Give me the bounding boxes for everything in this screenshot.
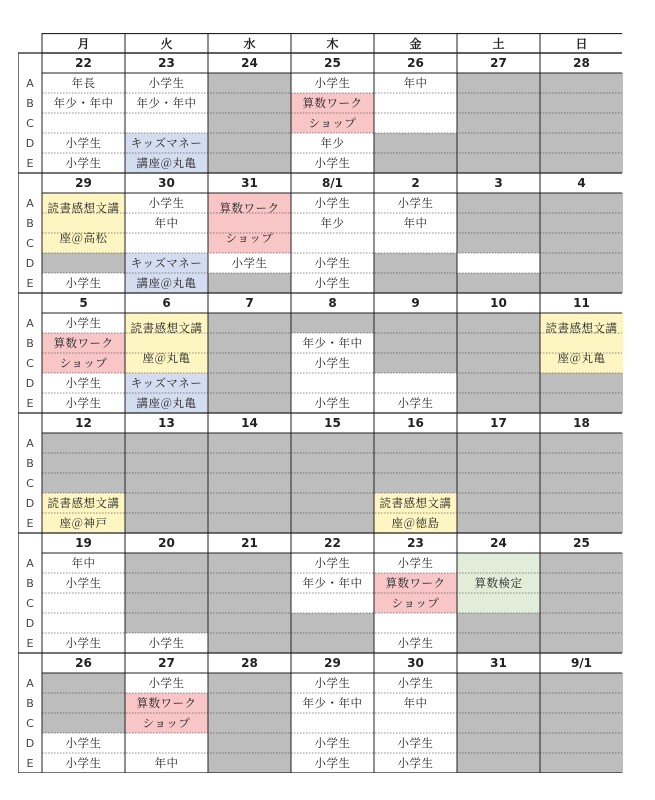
shaded-cell [374, 273, 457, 293]
shaded-cell [208, 453, 291, 473]
shaded-cell [42, 673, 125, 693]
shaded-cell [208, 693, 291, 713]
event-label: 小学生 [397, 636, 434, 650]
event-label: キッズマネー [130, 376, 203, 390]
event-label: 年中 [403, 696, 428, 710]
shaded-cell [457, 313, 540, 333]
date-cell: 11 [573, 296, 590, 310]
slot-label: E [26, 276, 34, 290]
slot-label: A [26, 196, 34, 210]
date-cell: 14 [241, 416, 258, 430]
event-label: 小学生 [314, 736, 351, 750]
event-label: ショップ [59, 356, 108, 370]
event-label: 読書感想文講 [130, 321, 203, 335]
event-label: 年長 [71, 76, 96, 90]
event-label: 座＠丸亀 [142, 351, 191, 365]
shaded-cell [125, 593, 208, 613]
shaded-cell [540, 733, 623, 753]
shaded-cell [125, 613, 208, 633]
slot-label: C [26, 596, 34, 610]
shaded-cell [457, 713, 540, 733]
shaded-cell [125, 453, 208, 473]
event-label: 座＠神戸 [59, 516, 108, 530]
shaded-cell [374, 253, 457, 273]
event-label: ショップ [225, 231, 274, 245]
date-cell: 27 [490, 56, 507, 70]
shaded-cell [457, 273, 540, 293]
event-label: 年中 [154, 216, 179, 230]
shaded-cell [208, 393, 291, 413]
weekday-header: 月 [77, 36, 90, 51]
date-cell: 4 [577, 176, 586, 190]
event-label: 読書感想文講 [47, 496, 120, 510]
shaded-cell [457, 693, 540, 713]
date-cell: 28 [573, 56, 590, 70]
shaded-cell [540, 433, 623, 453]
shaded-cell [42, 433, 125, 453]
shaded-cell [540, 613, 623, 633]
slot-label: A [26, 76, 34, 90]
slot-label: D [25, 736, 35, 750]
date-cell: 3 [494, 176, 503, 190]
date-cell: 29 [75, 176, 92, 190]
shaded-cell [291, 613, 374, 633]
shaded-cell [291, 433, 374, 453]
shaded-cell [208, 673, 291, 693]
date-cell: 5 [79, 296, 88, 310]
shaded-cell [457, 233, 540, 253]
slot-label: E [26, 516, 34, 530]
shaded-cell [42, 693, 125, 713]
shaded-cell [457, 73, 540, 93]
shaded-cell [540, 673, 623, 693]
shaded-cell [208, 553, 291, 573]
date-cell: 24 [490, 536, 507, 550]
slot-label: B [26, 216, 34, 230]
event-label: 小学生 [314, 256, 351, 270]
event-label: 小学生 [397, 396, 434, 410]
shaded-cell [208, 593, 291, 613]
event-label: 年少 [320, 136, 345, 150]
date-cell: 30 [158, 176, 175, 190]
slot-label: B [26, 696, 34, 710]
event-label: 小学生 [314, 276, 351, 290]
event-label: 小学生 [314, 156, 351, 170]
event-label: 読書感想文講 [379, 496, 452, 510]
event-label: ショップ [142, 716, 191, 730]
date-cell: 23 [407, 536, 424, 550]
date-cell: 9 [411, 296, 420, 310]
event-label: 算数ワーク [219, 201, 280, 215]
slot-label: C [26, 236, 34, 250]
event-label: 小学生 [314, 676, 351, 690]
event-label: 小学生 [314, 756, 351, 770]
event-label: 年中 [71, 556, 96, 570]
slot-label: E [26, 396, 34, 410]
date-cell: 26 [407, 56, 424, 70]
event-label: 年少・年中 [53, 96, 114, 110]
shaded-cell [208, 333, 291, 353]
event-label: 小学生 [65, 276, 102, 290]
event-label: 読書感想文講 [47, 201, 120, 215]
date-cell: 26 [75, 656, 92, 670]
shaded-cell [540, 493, 623, 513]
shaded-cell [540, 213, 623, 233]
shaded-cell [291, 313, 374, 333]
date-cell: 25 [324, 56, 341, 70]
date-cell: 27 [158, 656, 175, 670]
event-label: 小学生 [65, 736, 102, 750]
shaded-cell [457, 733, 540, 753]
event-label: 小学生 [314, 76, 351, 90]
event-label: 座＠高松 [59, 231, 108, 245]
event-label: 小学生 [314, 396, 351, 410]
shaded-cell [457, 433, 540, 453]
shaded-cell [457, 373, 540, 393]
event-label: キッズマネー [130, 256, 203, 270]
shaded-cell [208, 133, 291, 153]
event-label: 年少 [320, 216, 345, 230]
event-label: 小学生 [148, 196, 185, 210]
event-label: 小学生 [65, 396, 102, 410]
event-label: 小学生 [314, 556, 351, 570]
event-label: 小学生 [148, 676, 185, 690]
shaded-cell [208, 473, 291, 493]
event-label: 小学生 [65, 316, 102, 330]
slot-label: D [25, 256, 35, 270]
date-cell: 24 [241, 56, 258, 70]
shaded-cell [457, 753, 540, 773]
shaded-cell [291, 513, 374, 533]
date-cell: 6 [162, 296, 171, 310]
shaded-cell [540, 453, 623, 473]
shaded-cell [457, 93, 540, 113]
slot-label: C [26, 356, 34, 370]
event-label: 小学生 [231, 256, 268, 270]
slot-label: B [26, 336, 34, 350]
shaded-cell [540, 93, 623, 113]
weekday-header: 土 [492, 36, 505, 51]
slot-label: D [25, 376, 35, 390]
event-label: 講座＠丸亀 [136, 156, 197, 170]
weekday-header: 水 [243, 36, 256, 51]
shaded-cell [457, 493, 540, 513]
shaded-cell [208, 273, 291, 293]
shaded-cell [208, 153, 291, 173]
shaded-cell [540, 633, 623, 653]
date-cell: 16 [407, 416, 424, 430]
shaded-cell [125, 493, 208, 513]
shaded-cell [208, 73, 291, 93]
event-label: 小学生 [397, 196, 434, 210]
shaded-cell [540, 73, 623, 93]
weekday-header: 日 [575, 36, 588, 51]
date-cell: 12 [75, 416, 92, 430]
slot-label: C [26, 116, 34, 130]
shaded-cell [457, 473, 540, 493]
shaded-cell [540, 253, 623, 273]
shaded-cell [42, 473, 125, 493]
shaded-cell [208, 113, 291, 133]
slot-label: B [26, 456, 34, 470]
shaded-cell [125, 573, 208, 593]
shaded-cell [374, 433, 457, 453]
shaded-cell [208, 313, 291, 333]
event-label: 小学生 [397, 736, 434, 750]
shaded-cell [42, 253, 125, 273]
date-cell: 22 [75, 56, 92, 70]
shaded-cell [208, 613, 291, 633]
slot-label: C [26, 716, 34, 730]
event-label: 小学生 [65, 576, 102, 590]
date-cell: 8/1 [321, 176, 344, 190]
slot-label: A [26, 436, 34, 450]
date-cell: 2 [411, 176, 420, 190]
slot-label: C [26, 476, 34, 490]
shaded-cell [208, 513, 291, 533]
weekday-header: 金 [409, 36, 422, 51]
date-cell: 31 [241, 176, 258, 190]
event-label: ショップ [391, 596, 440, 610]
slot-label: A [26, 316, 34, 330]
slot-label: E [26, 756, 34, 770]
event-label: 小学生 [65, 636, 102, 650]
shaded-cell [540, 513, 623, 533]
slot-label: A [26, 676, 34, 690]
shaded-cell [208, 493, 291, 513]
event-label: 年中 [154, 756, 179, 770]
slot-label: B [26, 576, 34, 590]
event-label: 講座＠丸亀 [136, 396, 197, 410]
shaded-cell [540, 273, 623, 293]
event-label: 座＠徳島 [391, 516, 440, 530]
event-label: 年中 [403, 76, 428, 90]
shaded-cell [208, 753, 291, 773]
shaded-cell [374, 473, 457, 493]
date-cell: 28 [241, 656, 258, 670]
shaded-cell [457, 333, 540, 353]
event-label: 小学生 [314, 196, 351, 210]
date-cell: 17 [490, 416, 507, 430]
date-cell: 19 [75, 536, 92, 550]
shaded-cell [540, 133, 623, 153]
event-label: 算数検定 [474, 576, 523, 590]
shaded-cell [540, 153, 623, 173]
slot-label: D [25, 496, 35, 510]
event-label: 年少・年中 [302, 576, 363, 590]
shaded-cell [208, 93, 291, 113]
date-cell: 21 [241, 536, 258, 550]
shaded-cell [457, 453, 540, 473]
shaded-cell [540, 193, 623, 213]
shaded-cell [540, 593, 623, 613]
date-cell: 20 [158, 536, 175, 550]
shaded-cell [540, 473, 623, 493]
shaded-cell [291, 493, 374, 513]
event-label: 算数ワーク [53, 336, 114, 350]
slot-label: E [26, 636, 34, 650]
shaded-cell [540, 233, 623, 253]
shaded-cell [457, 213, 540, 233]
event-label: 読書感想文講 [545, 321, 618, 335]
shaded-cell [457, 613, 540, 633]
event-label: 年少・年中 [302, 696, 363, 710]
date-cell: 22 [324, 536, 341, 550]
event-label: 小学生 [65, 136, 102, 150]
event-label: 講座＠丸亀 [136, 276, 197, 290]
shaded-cell [208, 373, 291, 393]
slot-label: B [26, 96, 34, 110]
shaded-cell [125, 473, 208, 493]
shaded-cell [208, 573, 291, 593]
event-label: 小学生 [314, 356, 351, 370]
shaded-cell [208, 433, 291, 453]
event-label: キッズマネー [130, 136, 203, 150]
date-cell: 25 [573, 536, 590, 550]
date-cell: 18 [573, 416, 590, 430]
shaded-cell [125, 513, 208, 533]
event-label: 小学生 [397, 676, 434, 690]
shaded-cell [457, 633, 540, 653]
shaded-cell [540, 393, 623, 413]
shaded-cell [374, 353, 457, 373]
event-label: 小学生 [148, 636, 185, 650]
date-cell: 10 [490, 296, 507, 310]
slot-label: E [26, 156, 34, 170]
shaded-cell [125, 433, 208, 453]
event-label: 小学生 [397, 556, 434, 570]
shaded-cell [125, 553, 208, 573]
shaded-cell [457, 673, 540, 693]
date-cell: 30 [407, 656, 424, 670]
date-cell: 31 [490, 656, 507, 670]
weekday-header: 木 [326, 36, 339, 51]
shaded-cell [457, 133, 540, 153]
shaded-cell [457, 513, 540, 533]
shaded-cell [208, 633, 291, 653]
shaded-cell [457, 353, 540, 373]
event-label: 小学生 [65, 756, 102, 770]
slot-label: D [25, 616, 35, 630]
date-cell: 8 [328, 296, 337, 310]
shaded-cell [540, 573, 623, 593]
shaded-cell [374, 133, 457, 153]
weekday-header: 火 [160, 36, 173, 51]
event-label: ショップ [308, 116, 357, 130]
shaded-cell [457, 113, 540, 133]
shaded-cell [540, 553, 623, 573]
event-label: 小学生 [65, 156, 102, 170]
shaded-cell [374, 313, 457, 333]
event-label: 算数ワーク [385, 576, 446, 590]
event-label: 小学生 [65, 376, 102, 390]
shaded-cell [540, 693, 623, 713]
schedule-calendar [18, 33, 622, 773]
date-cell: 9/1 [570, 656, 593, 670]
shaded-cell [291, 453, 374, 473]
event-label: 小学生 [148, 76, 185, 90]
event-label: 小学生 [397, 756, 434, 770]
event-label: 算数ワーク [136, 696, 197, 710]
shaded-cell [457, 193, 540, 213]
slot-label: A [26, 556, 34, 570]
event-label: 年中 [403, 216, 428, 230]
shaded-cell [42, 713, 125, 733]
date-cell: 29 [324, 656, 341, 670]
shaded-cell [457, 153, 540, 173]
shaded-cell [374, 453, 457, 473]
event-label: 年少・年中 [136, 96, 197, 110]
shaded-cell [208, 713, 291, 733]
event-label: 年少・年中 [302, 336, 363, 350]
date-cell: 15 [324, 416, 341, 430]
shaded-cell [540, 373, 623, 393]
date-cell: 23 [158, 56, 175, 70]
event-label: 算数ワーク [302, 96, 363, 110]
shaded-cell [374, 153, 457, 173]
shaded-cell [291, 633, 374, 653]
shaded-cell [540, 713, 623, 733]
date-cell: 13 [158, 416, 175, 430]
slot-label: D [25, 136, 35, 150]
date-cell: 7 [245, 296, 254, 310]
shaded-cell [374, 333, 457, 353]
shaded-cell [42, 453, 125, 473]
shaded-cell [291, 473, 374, 493]
shaded-cell [208, 353, 291, 373]
event-label: 座＠丸亀 [557, 351, 606, 365]
shaded-cell [208, 733, 291, 753]
shaded-cell [540, 753, 623, 773]
shaded-cell [457, 393, 540, 413]
shaded-cell [540, 113, 623, 133]
